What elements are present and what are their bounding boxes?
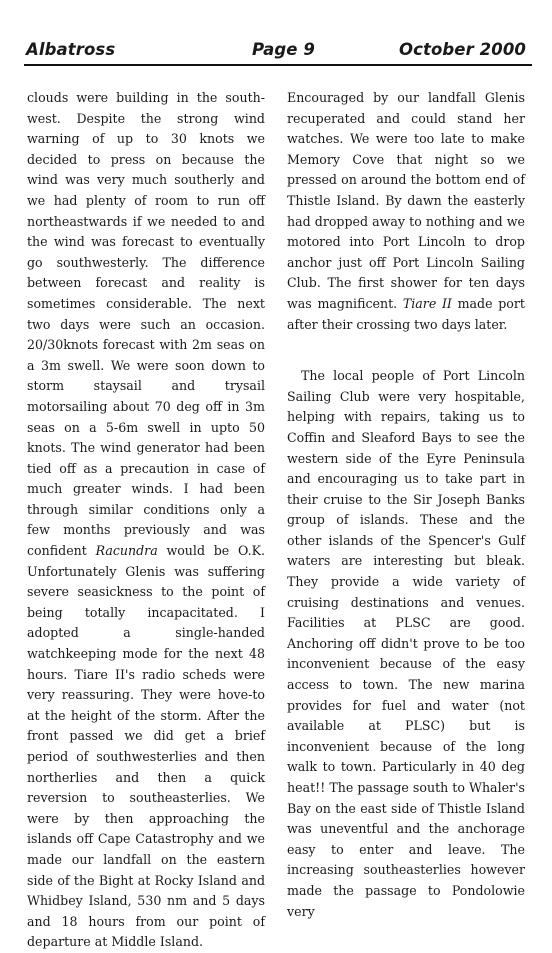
left-paragraph	[27, 88, 265, 953]
right-paragraph-2: The local people of Port Lincoln Sailing Club were very hospitable, helping with repairs, taking us to Coffin and Sleaford Bays to see the western side of the Eyre Peninsula and encouraging us to take part in their cruise to the Sir Joseph Banks group of islands. These and the other islands of the Spencer's Gulf waters are interesting but bleak. They provide a wide variety of cruising destinations and venues. Facilities at PLSC are good. Anchoring off didn't prove to be too inconvenient because of the easy access to town. The new marina provides for fuel and water (not available at PLSC) but is inconvenient because of the long walk to town. Particularly in 40 deg heat!! The passage south to Whaler's Bay on the east side of Thistle Island was uneventful and the anchorage easy to enter and leave. The increasing southeasterlies however made the passage to Pondolowie very	[287, 368, 525, 919]
right-column	[287, 88, 525, 922]
left-column	[27, 88, 265, 953]
right-text-b: made port after their crossing two days later.	[287, 295, 525, 332]
boat-name-racundra: Racundra	[95, 543, 158, 559]
page-number: Page 9	[252, 40, 315, 59]
boat-name-tiare: Tiare II	[402, 295, 452, 311]
issue-date: October 2000	[398, 40, 526, 59]
page-header	[24, 32, 532, 66]
publication-title: Albatross	[26, 40, 116, 59]
right-paragraph-1	[287, 88, 525, 335]
right-text-a: Encouraged by our landfall Glenis recuperated and could stand her watches. We were too late to make Memory Cove that night so we pressed on around the bottom end of Thistle Island. By dawn the easterly had dropped away to nothing and we motored into Port Lincoln to drop anchor just off Port Lincoln Sailing Club. The first shower for ten days was magnificent.	[287, 90, 525, 311]
left-text-b: would be O.K. Unfortunately Glenis was suffering severe seasickness to the point of being totally incapacitated. I adopted a single-handed watchkeeping mode for the next 48 hours. Tiare II's radio scheds were very reassuring. They were hove-to at the height of the storm. After the front passed we did get a brief period of southwesterlies and then northerlies and then a quick reversion to southeasterlies. We were by then approaching the islands off Cape Catastrophy and we made our landfall on the eastern side of the Bight at Rocky Island and Whidbey Island, 530 nm and 5 days and 18 hours from our point of departure at Middle Island.	[27, 543, 265, 950]
left-text-a: clouds were building in the south-west. Despite the strong wind warning of up to 30 knots we decided to press on because the wind was very much southerly and we had plenty of room to run off northeastwards if we needed to and the wind was forecast to eventually go southwesterly. The difference between forecast and reality is sometimes considerable. The next two days were such an occasion. 20/30knots forecast with 2m seas on a 3m swell. We were soon down to storm staysail and trysail motorsailing about 70 deg off in 3m seas on a 5-6m swell in upto 50 knots. The wind generator had been tied off as a precaution in case of much greater winds. I had been through similar conditions only a few months previously and was confident	[27, 90, 265, 559]
header-rule	[24, 64, 532, 66]
